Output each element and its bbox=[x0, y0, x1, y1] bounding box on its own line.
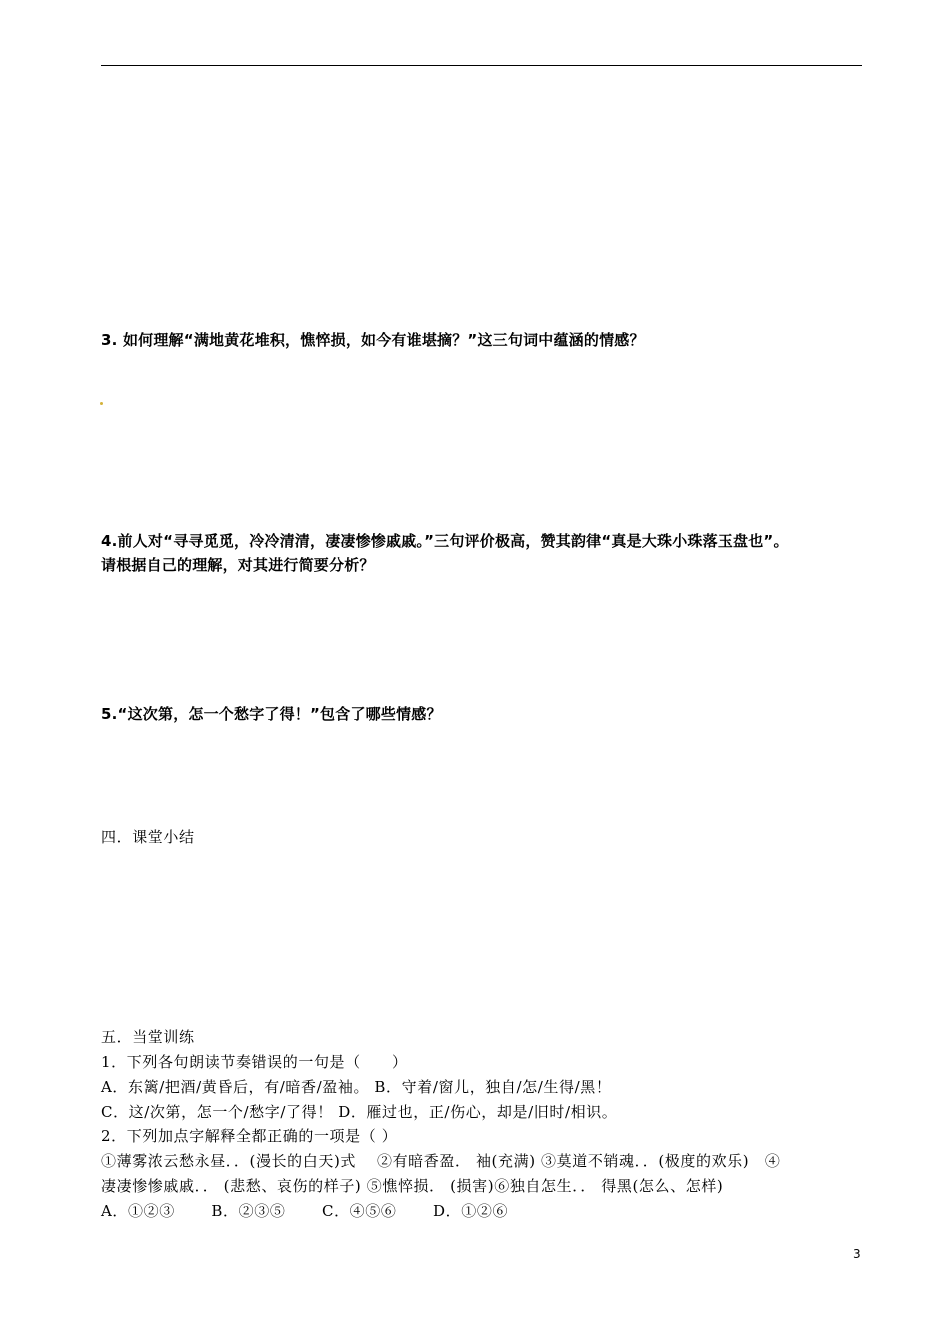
question-4-line-1: 4.前人对“寻寻觅觅，冷冷清清，凄凄惨惨戚戚。”三句评价极高，赞其韵律“真是大珠小珠落玉盘也”。 bbox=[101, 532, 789, 550]
exercise-2-prompt: 2．下列加点字解释全都正确的一项是（ ） bbox=[101, 1127, 398, 1145]
question-4-line-2: 请根据自己的理解，对其进行简要分析？ bbox=[101, 556, 375, 574]
exercise-2-items-line-2: 凄凄惨惨戚戚．． (悲愁、哀伤的样子) ⑤憔悴损． (损害)⑥独自怎生．． 得黑(怎么、怎样) bbox=[101, 1177, 724, 1195]
exercise-1-options-cd: C．这/次第，怎一个/愁字/了得！ D．雁过也，正/伤心，却是/旧时/相识。 bbox=[101, 1103, 618, 1121]
page-number: 3 bbox=[853, 1247, 861, 1261]
exercise-1-options-ab: A．东篱/把酒/黄昏后，有/暗香/盈袖。 B．守着/窗儿，独自/怎/生得/黑！ bbox=[101, 1078, 612, 1096]
exercise-2-options: A．①②③ B．②③⑤ C．④⑤⑥ D．①②⑥ bbox=[101, 1202, 509, 1220]
question-5: 5.“这次第，怎一个愁字了得！”包含了哪些情感？ bbox=[101, 705, 442, 723]
exercise-1-prompt: 1．下列各句朗读节奏错误的一句是（ ） bbox=[101, 1053, 408, 1071]
question-3: 3. 如何理解“满地黄花堆积，憔悴损，如今有谁堪摘？”这三句词中蕴涵的情感？ bbox=[101, 331, 645, 349]
stray-dot-mark bbox=[100, 402, 103, 405]
section-5-heading: 五．当堂训练 bbox=[101, 1028, 195, 1046]
section-4-heading: 四．课堂小结 bbox=[101, 828, 195, 846]
exercise-2-items-line-1: ①薄雾浓云愁永昼．．(漫长的白天)式 ②有暗香盈． 袖(充满) ③莫道不销魂．．(极度的欢乐) ④ bbox=[101, 1152, 781, 1170]
header-rule bbox=[101, 65, 862, 66]
